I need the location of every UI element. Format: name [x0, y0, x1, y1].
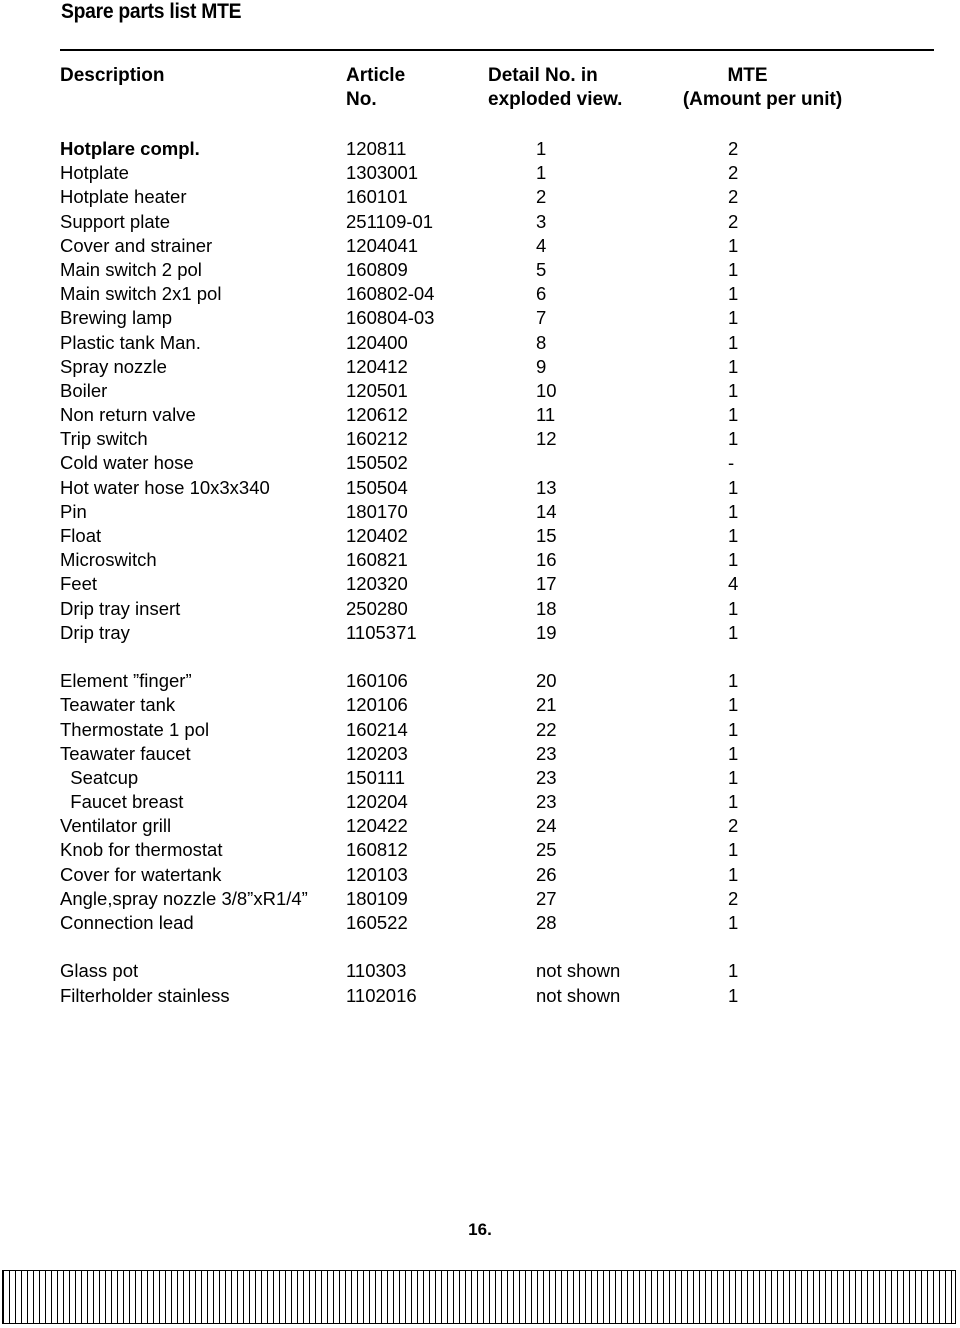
part-description: Spray nozzle: [60, 355, 167, 377]
amount-per-unit: 2: [728, 138, 739, 159]
amount-per-unit: 1: [728, 500, 739, 522]
article-number: 120412: [346, 355, 408, 377]
header-article-line2: No.: [346, 89, 377, 110]
article-number: 160522: [346, 912, 408, 933]
table-row: [0, 838, 960, 862]
table-row: [0, 572, 960, 596]
detail-number: not shown: [536, 984, 621, 1006]
table-row: [0, 959, 960, 983]
part-description: Hot water hose 10x3x340: [60, 476, 270, 498]
part-description: Knob for thermostat: [60, 839, 223, 861]
table-row: [0, 524, 960, 548]
table-row: [0, 451, 960, 475]
amount-per-unit: 1: [728, 670, 739, 692]
part-description: Seatcup: [60, 766, 139, 788]
detail-number: 5: [536, 258, 547, 280]
table-row: [0, 766, 960, 790]
amount-per-unit: 1: [728, 404, 739, 426]
table-row: [0, 548, 960, 572]
article-number: 160101: [346, 186, 408, 208]
detail-number: 1: [536, 138, 547, 159]
amount-per-unit: 1: [728, 355, 739, 377]
part-description: Hotplate heater: [60, 186, 187, 208]
article-number: 120106: [346, 694, 408, 716]
amount-per-unit: 1: [728, 960, 739, 982]
part-description: Cover for watertank: [60, 863, 222, 885]
article-number: 160809: [346, 258, 408, 280]
table-row: [0, 597, 960, 621]
table-row: [0, 669, 960, 693]
amount-per-unit: 2: [728, 815, 739, 837]
amount-per-unit: 2: [728, 186, 739, 208]
amount-per-unit: 1: [728, 428, 739, 450]
footer-stripe-decoration: [2, 1270, 956, 1324]
table-row: [0, 500, 960, 524]
detail-number: 7: [536, 307, 547, 329]
part-description: Teawater faucet: [60, 742, 191, 764]
amount-per-unit: 1: [728, 839, 739, 861]
table-row: [0, 621, 960, 645]
detail-number: 17: [536, 573, 557, 595]
detail-number: 20: [536, 670, 557, 692]
part-description: Float: [60, 525, 102, 546]
amount-per-unit: 1: [728, 234, 739, 256]
article-number: 120103: [346, 863, 408, 885]
amount-per-unit: 1: [728, 984, 739, 1006]
table-row: [0, 476, 960, 500]
article-number: 160812: [346, 839, 408, 861]
article-number: 120204: [346, 791, 408, 813]
part-description: Glass pot: [60, 960, 139, 982]
detail-number: 26: [536, 863, 557, 885]
detail-number: 25: [536, 839, 557, 861]
amount-per-unit: 2: [728, 210, 739, 232]
table-row: [0, 137, 960, 161]
header-quantity: [680, 64, 856, 112]
article-number: 160212: [346, 428, 408, 450]
table-row: [0, 234, 960, 258]
header-description-label: Description: [60, 65, 165, 86]
article-number: 180109: [346, 887, 408, 909]
detail-number: 3: [536, 210, 547, 232]
amount-per-unit: 1: [728, 742, 739, 764]
detail-number: 22: [536, 718, 557, 740]
header-description: [60, 64, 165, 88]
amount-per-unit: 1: [728, 331, 739, 353]
table-row: [0, 403, 960, 427]
part-description: Main switch 2 pol: [60, 258, 202, 280]
part-description: Drip tray insert: [60, 597, 181, 619]
article-number: 120501: [346, 379, 408, 401]
detail-number: 21: [536, 694, 557, 716]
table-row: [0, 814, 960, 838]
detail-number: 24: [536, 815, 557, 837]
amount-per-unit: 1: [728, 791, 739, 813]
article-number: 1102016: [346, 984, 417, 1006]
header-detail-line1: Detail No. in: [488, 65, 598, 86]
table-row: [0, 282, 960, 306]
part-description: Boiler: [60, 379, 108, 401]
part-description: Pin: [60, 500, 87, 522]
table-row: [0, 742, 960, 766]
article-number: 150502: [346, 452, 408, 474]
parts-table: [0, 137, 960, 1008]
detail-number: 16: [536, 549, 557, 571]
detail-number: 1: [536, 162, 547, 184]
article-number: 251109-01: [346, 210, 434, 232]
article-number: 120203: [346, 742, 408, 764]
detail-number: 13: [536, 476, 557, 498]
table-row: [0, 355, 960, 379]
part-description: Trip switch: [60, 428, 148, 450]
article-number: 150111: [346, 766, 405, 788]
title-rule: [60, 49, 934, 51]
amount-per-unit: 1: [728, 694, 739, 716]
table-row: [0, 161, 960, 185]
detail-number: 4: [536, 234, 547, 256]
article-number: 120402: [346, 525, 408, 546]
part-description: Angle,spray nozzle 3/8”xR1/4”: [60, 887, 308, 909]
part-description: Non return valve: [60, 404, 196, 426]
table-row: [0, 911, 960, 935]
article-number: 160821: [346, 549, 408, 571]
detail-number: 23: [536, 766, 557, 788]
part-description: Filterholder stainless: [60, 984, 230, 1006]
page-number: 16.: [468, 1220, 492, 1239]
amount-per-unit: 1: [728, 597, 739, 619]
detail-number: not shown: [536, 960, 621, 982]
part-description: Faucet breast: [60, 791, 184, 813]
article-number: 160106: [346, 670, 408, 692]
table-row: [0, 718, 960, 742]
page-title: Spare parts list MTE: [61, 0, 242, 23]
amount-per-unit: 1: [728, 718, 739, 740]
detail-number: 12: [536, 428, 557, 450]
article-number: 250280: [346, 597, 408, 619]
table-row: [0, 210, 960, 234]
header-quantity-line2: (Amount per unit): [682, 89, 843, 110]
amount-per-unit: 1: [728, 863, 739, 885]
amount-per-unit: 1: [728, 525, 739, 546]
amount-per-unit: 1: [728, 912, 739, 933]
detail-number: 14: [536, 500, 557, 522]
table-row: [0, 790, 960, 814]
header-detail: [488, 64, 622, 112]
part-description: Drip tray: [60, 621, 130, 643]
part-description: Main switch 2x1 pol: [60, 283, 222, 305]
part-description: Teawater tank: [60, 694, 176, 716]
article-number: 160802-04: [346, 283, 435, 305]
detail-number: 23: [536, 742, 557, 764]
header-article: [346, 64, 405, 112]
amount-per-unit: 1: [728, 283, 739, 305]
article-number: 160214: [346, 718, 408, 740]
amount-per-unit: 1: [728, 476, 739, 498]
amount-per-unit: 1: [728, 307, 739, 329]
part-description: Support plate: [60, 210, 171, 232]
article-number: 120811: [346, 138, 407, 159]
amount-per-unit: 1: [728, 379, 739, 401]
detail-number: 19: [536, 621, 557, 643]
header-quantity-line1: MTE: [727, 65, 768, 86]
article-number: 120400: [346, 331, 408, 353]
table-row: [0, 984, 960, 1008]
detail-number: 15: [536, 525, 557, 546]
part-description: Ventilator grill: [60, 815, 172, 837]
amount-per-unit: 1: [728, 766, 739, 788]
part-description: Brewing lamp: [60, 307, 173, 329]
detail-number: 9: [536, 355, 547, 377]
article-number: 180170: [346, 500, 408, 522]
detail-number: 28: [536, 912, 557, 933]
table-row: [0, 258, 960, 282]
detail-number: 27: [536, 887, 557, 909]
detail-number: 8: [536, 331, 547, 353]
table-row: [0, 379, 960, 403]
amount-per-unit: 1: [728, 258, 739, 280]
detail-number: 11: [536, 404, 556, 426]
part-description: Cover and strainer: [60, 234, 213, 256]
table-row: [0, 185, 960, 209]
table-row: [0, 427, 960, 451]
article-number: 1105371: [346, 621, 417, 643]
table-row: [0, 887, 960, 911]
amount-per-unit: 2: [728, 887, 739, 909]
amount-per-unit: 2: [728, 162, 739, 184]
article-number: 160804-03: [346, 307, 435, 329]
part-description: Plastic tank Man.: [60, 331, 201, 353]
article-number: 1204041: [346, 234, 419, 256]
part-description: Element ”finger”: [60, 670, 192, 692]
table-row: [0, 331, 960, 355]
detail-number: 2: [536, 186, 547, 208]
detail-number: 10: [536, 379, 557, 401]
header-detail-line2: exploded view.: [488, 89, 623, 110]
detail-number: 23: [536, 791, 557, 813]
table-row: [0, 306, 960, 330]
amount-per-unit: -: [728, 452, 735, 474]
table-row: [0, 863, 960, 887]
amount-per-unit: 1: [728, 621, 739, 643]
detail-number: 18: [536, 597, 557, 619]
part-description: Hotplate: [60, 162, 129, 184]
article-number: 120612: [346, 404, 408, 426]
header-article-line1: Article: [346, 65, 406, 86]
article-number: 120320: [346, 573, 408, 595]
part-description: Thermostate 1 pol: [60, 718, 210, 740]
part-description: Hotplare compl.: [60, 138, 200, 159]
table-row: [0, 693, 960, 717]
article-number: 120422: [346, 815, 408, 837]
part-description: Microswitch: [60, 549, 157, 571]
amount-per-unit: 1: [728, 549, 739, 571]
article-number: 110303: [346, 960, 407, 982]
article-number: 150504: [346, 476, 408, 498]
article-number: 1303001: [346, 162, 419, 184]
part-description: Cold water hose: [60, 452, 194, 474]
detail-number: 6: [536, 283, 547, 305]
part-description: Feet: [60, 573, 98, 595]
amount-per-unit: 4: [728, 573, 739, 595]
part-description: Connection lead: [60, 912, 194, 933]
